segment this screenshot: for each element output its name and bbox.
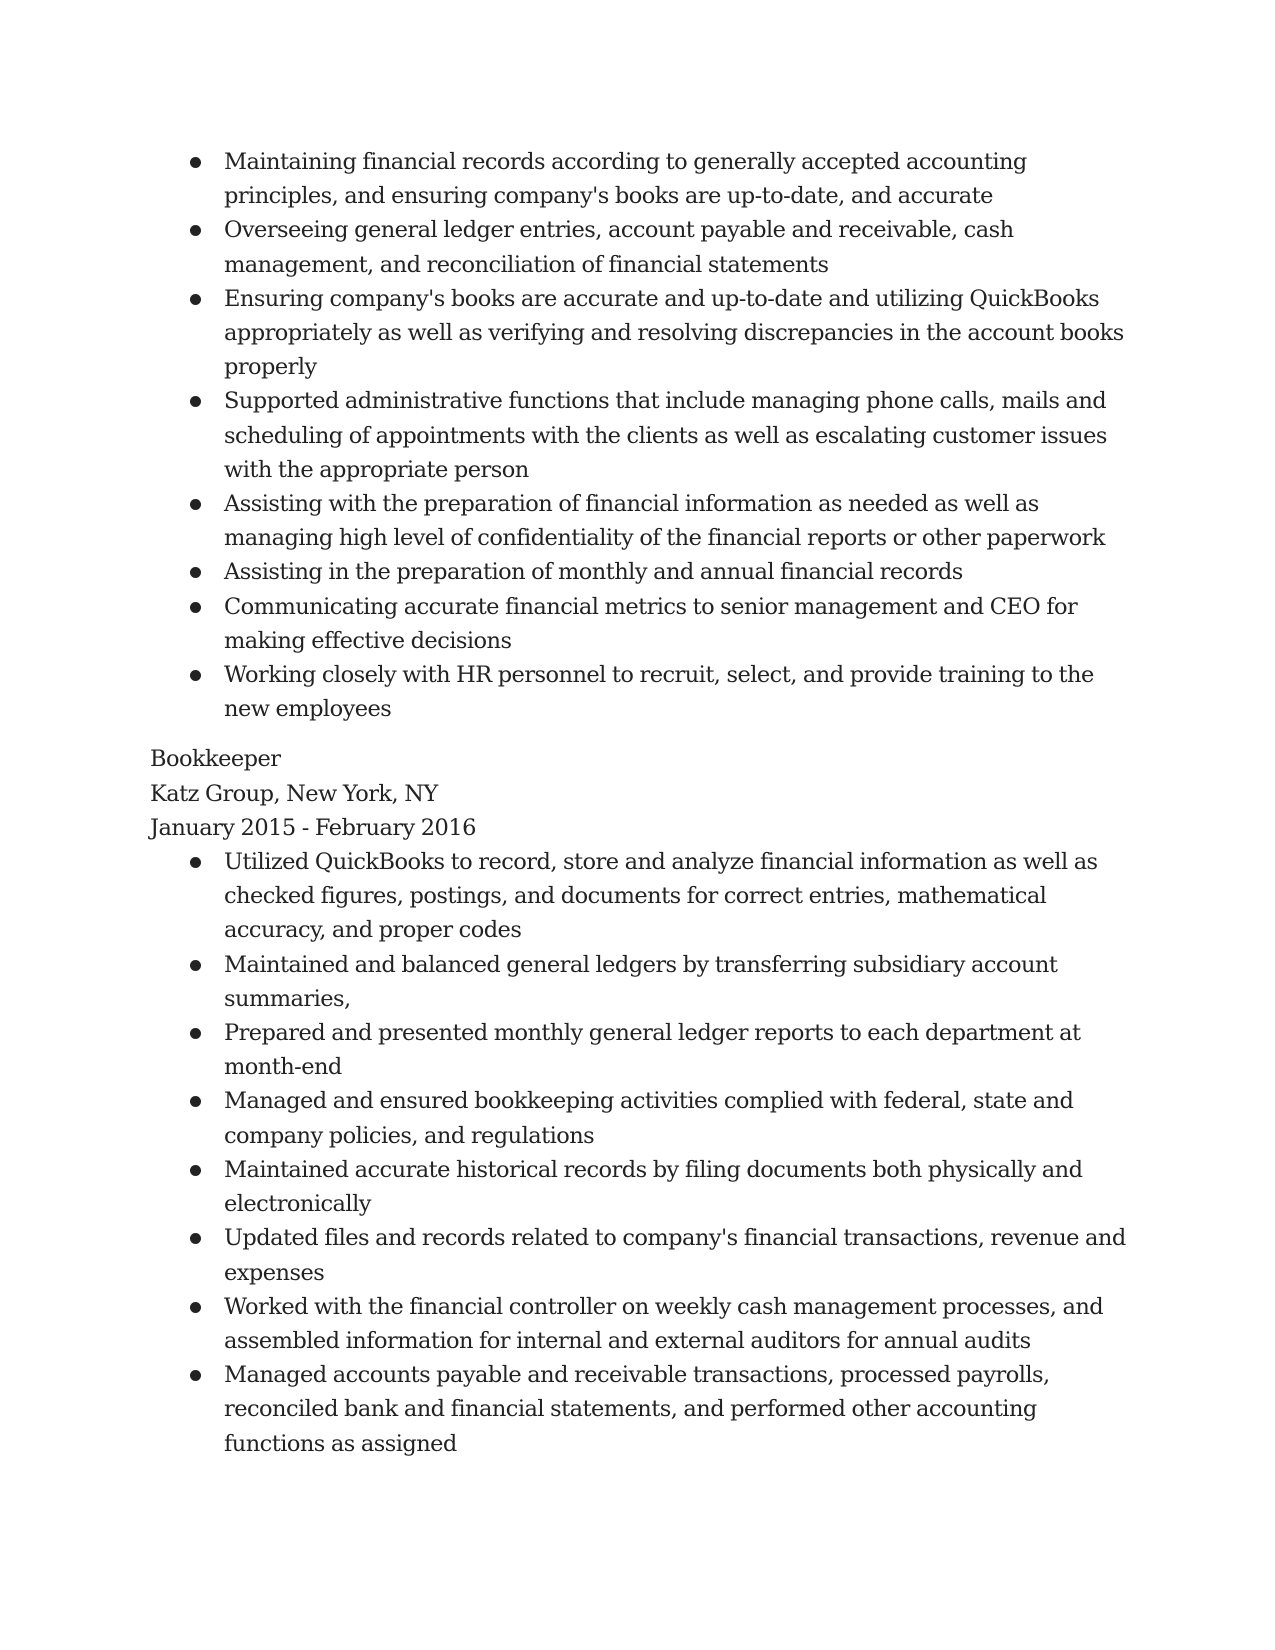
bullet-text: Updated files and records related to company's financial transactions, revenue and expenses	[224, 1225, 1126, 1286]
bullet-text: Prepared and presented monthly general ledger reports to each department at month-end	[224, 1020, 1081, 1081]
bullet-text: Maintaining financial records according to generally accepted accounting principles, and ensuring company's books are up-to-date, and accurate	[224, 149, 1027, 210]
bullet-icon	[190, 1233, 201, 1244]
resume-content	[150, 145, 1130, 1461]
bullet-icon	[190, 396, 201, 407]
bullet-icon	[190, 1165, 201, 1176]
bullet-text: Working closely with HR personnel to recruit, select, and provide training to the new employees	[224, 662, 1094, 723]
bullet-text: Ensuring company's books are accurate and up-to-date and utilizing QuickBooks appropriately as well as verifying and resolving discrepancies in the account books properly	[224, 285, 1124, 381]
bullet-icon	[190, 499, 201, 510]
list-item	[150, 948, 1130, 1016]
bullet-icon	[190, 1028, 201, 1039]
list-item	[150, 845, 1130, 948]
bullet-icon	[190, 157, 201, 168]
bullet-icon	[190, 857, 201, 868]
list-item	[150, 590, 1130, 658]
bullet-text: Managed and ensured bookkeeping activities complied with federal, state and company policies, and regulations	[224, 1088, 1074, 1149]
job-title: Bookkeeper	[150, 746, 281, 773]
list-item	[150, 145, 1130, 213]
bullet-text: Assisting with the preparation of financial information as needed as well as managing high level of confidentiality of the financial reports or other paperwork	[224, 491, 1105, 552]
job-entry-bookkeeper	[150, 742, 1130, 1460]
list-item	[150, 282, 1130, 385]
bullet-icon	[190, 670, 201, 681]
list-item	[150, 384, 1130, 487]
bullet-text: Maintained and balanced general ledgers by transferring subsidiary account summaries,	[224, 951, 1058, 1012]
bullet-text: Managed accounts payable and receivable transactions, processed payrolls, reconciled bank and financial statements, and performed other accounting functions as assigned	[224, 1362, 1050, 1457]
previous-job-duties-list	[150, 145, 1130, 726]
bullet-icon	[190, 602, 201, 613]
bullet-icon	[190, 1096, 201, 1107]
bullet-text: Assisting in the preparation of monthly and annual financial records	[224, 559, 963, 586]
list-item	[150, 1084, 1130, 1152]
bullet-icon	[190, 1370, 201, 1381]
bookkeeper-duties-list	[150, 845, 1130, 1461]
list-item	[150, 487, 1130, 555]
bullet-text: Overseeing general ledger entries, account payable and receivable, cash management, and reconciliation of financial statements	[224, 217, 1014, 278]
bullet-icon	[190, 567, 201, 578]
job-dates: January 2015 - February 2016	[150, 814, 476, 841]
list-item	[150, 1221, 1130, 1289]
job-company: Katz Group, New York, NY	[150, 780, 438, 807]
bullet-icon	[190, 960, 201, 971]
list-item	[150, 555, 1130, 589]
bullet-text: Utilized QuickBooks to record, store and analyze financial information as well as checked figures, postings, and documents for correct entries, mathematical accuracy, and proper codes	[224, 849, 1098, 944]
list-item	[150, 658, 1130, 726]
bullet-icon	[190, 1302, 201, 1313]
bullet-icon	[190, 225, 201, 236]
bullet-text: Worked with the financial controller on weekly cash management processes, and assembled information for internal and external auditors for annual audits	[224, 1293, 1104, 1354]
bullet-icon	[190, 294, 201, 305]
list-item	[150, 213, 1130, 281]
list-item	[150, 1358, 1130, 1461]
bullet-text: Communicating accurate financial metrics to senior management and CEO for making effective decisions	[224, 593, 1078, 654]
list-item	[150, 1016, 1130, 1084]
bullet-text: Maintained accurate historical records by filing documents both physically and electronically	[224, 1156, 1083, 1218]
list-item	[150, 1290, 1130, 1358]
list-item	[150, 1153, 1130, 1221]
bullet-text: Supported administrative functions that include managing phone calls, mails and scheduling of appointments with the clients as well as escalating customer issues with the appropriate person	[224, 388, 1107, 483]
